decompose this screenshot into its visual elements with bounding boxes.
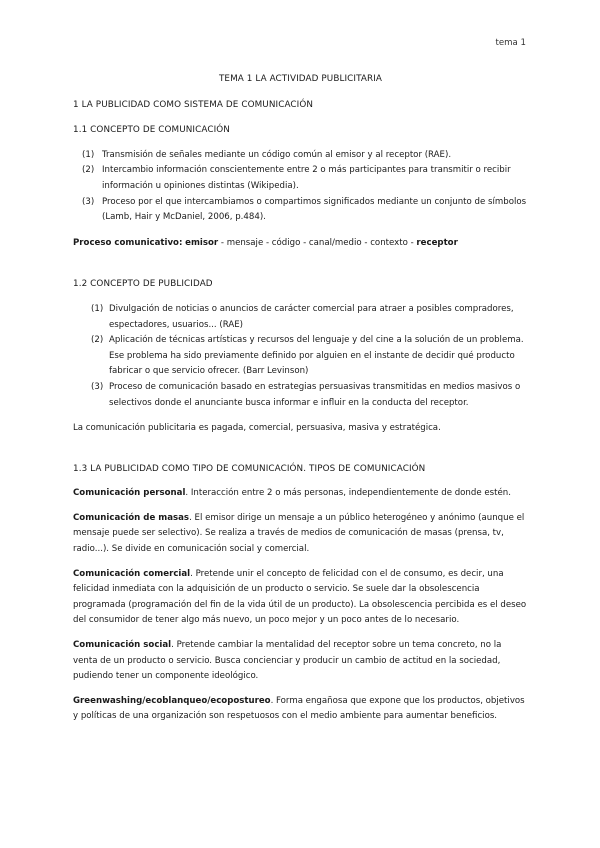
process-receptor: receptor xyxy=(416,237,458,248)
list-item-number: (1) xyxy=(82,149,95,160)
list-item xyxy=(91,333,528,380)
section-1-3-heading: 1.3 LA PUBLICIDAD COMO TIPO DE COMUNICACIÓN. TIPOS DE COMUNICACIÓN xyxy=(73,463,426,474)
document-body xyxy=(73,72,528,725)
paragraph-mass-communication xyxy=(73,511,528,558)
list-item xyxy=(91,302,528,333)
list-item-text: Proceso por el que intercambiamos o compartimos significados mediante un conjunto de símbolos (Lamb, Hair y McDaniel, 2006, p.484). xyxy=(102,196,527,223)
term-description: . Forma engañosa que expone que los productos, objetivos y políticas de una organización son respetuosos con el medio ambiente para aumentar beneficios. xyxy=(73,695,525,722)
term: Comunicación comercial xyxy=(73,568,191,579)
process-label: Proceso comunicativo: xyxy=(73,237,183,248)
advertising-definitions-list xyxy=(91,302,528,411)
term: Comunicación social xyxy=(73,640,172,651)
list-item-text: Aplicación de técnicas artísticas y recursos del lenguaje y del cine a la solución de un problema. Ese problema ha sido previamente definido por alguien en el instante de decidir qué producto fabricar o que servicio ofrecer. (Barr Levinson) xyxy=(109,335,524,377)
page-header-label: tema 1 xyxy=(495,38,526,48)
paragraph-personal-communication xyxy=(73,486,528,502)
list-item-number: (2) xyxy=(91,335,104,346)
list-item-number: (1) xyxy=(91,303,104,314)
term: Greenwashing/ecoblanqueo/ecopostureo xyxy=(73,695,271,706)
list-item-number: (3) xyxy=(82,196,95,207)
list-item-number: (2) xyxy=(82,165,95,176)
list-item-text: Intercambio información conscientemente entre 2 o más participantes para transmitir o recibir información u opiniones distintas (Wikipedia). xyxy=(102,165,511,191)
term-description: . El emisor dirige un mensaje a un público heterogéneo y anónimo (aunque el mensaje puede ser selectivo). Se realiza a través de medios de comunicación de masas (prensa, tv, radio...). Se divide en comunicación social y comercial. xyxy=(73,512,525,555)
communication-definitions-list xyxy=(82,148,528,226)
paragraph-social-communication xyxy=(73,638,528,685)
list-item-number: (3) xyxy=(91,381,104,392)
advertising-summary: La comunicación publicitaria es pagada, comercial, persuasiva, masiva y estratégica. xyxy=(73,423,441,434)
list-item xyxy=(82,148,528,164)
list-item-text: Divulgación de noticias o anuncios de carácter comercial para atraer a posibles compradores, espectadores, usuarios... (RAE) xyxy=(109,303,514,330)
term: Comunicación personal xyxy=(73,488,186,499)
communicative-process xyxy=(73,236,528,252)
process-emisor: emisor xyxy=(185,237,219,248)
term-description: . Pretende unir el concepto de felicidad con el de consumo, es decir, una felicidad inmediata con la adquisición de un producto o servicio. Se suele dar la obsolescencia programada (programación del fin de la vida útil de un producto). La obsolescencia percibida es el deseo del consumidor de tener algo más nuevo, un poco mejor y un poco antes de lo necesario. xyxy=(73,568,527,626)
term-description: . Pretende cambiar la mentalidad del receptor sobre un tema concreto, no la venta de un producto o servicio. Busca concienciar y producir un cambio de actitud en la sociedad, pudiendo tener un componente ideológico. xyxy=(73,640,502,682)
paragraph-greenwashing xyxy=(73,694,528,725)
list-item xyxy=(82,163,528,194)
list-item xyxy=(82,195,528,226)
document-title: TEMA 1 LA ACTIVIDAD PUBLICITARIA xyxy=(218,74,383,84)
paragraph-commercial-communication xyxy=(73,567,528,629)
process-middle: - mensaje - código - canal/medio - contexto - xyxy=(218,237,417,248)
list-item-text: Transmisión de señales mediante un código común al emisor y al receptor (RAE). xyxy=(102,149,452,160)
term-description: . Interacción entre 2 o más personas, independientemente de donde estén. xyxy=(185,488,511,499)
section-1-heading: 1 LA PUBLICIDAD COMO SISTEMA DE COMUNICACIÓN xyxy=(73,99,314,110)
list-item xyxy=(91,380,528,411)
section-1-1-heading: 1.1 CONCEPTO DE COMUNICACIÓN xyxy=(73,125,230,136)
section-1-2-heading: 1.2 CONCEPTO DE PUBLICIDAD xyxy=(73,279,213,290)
list-item-text: Proceso de comunicación basado en estrategias persuasivas transmitidas en medios masivos o selectivos donde el anunciante busca informar e influir en la conducta del receptor. xyxy=(109,381,521,408)
term: Comunicación de masas xyxy=(73,512,190,523)
